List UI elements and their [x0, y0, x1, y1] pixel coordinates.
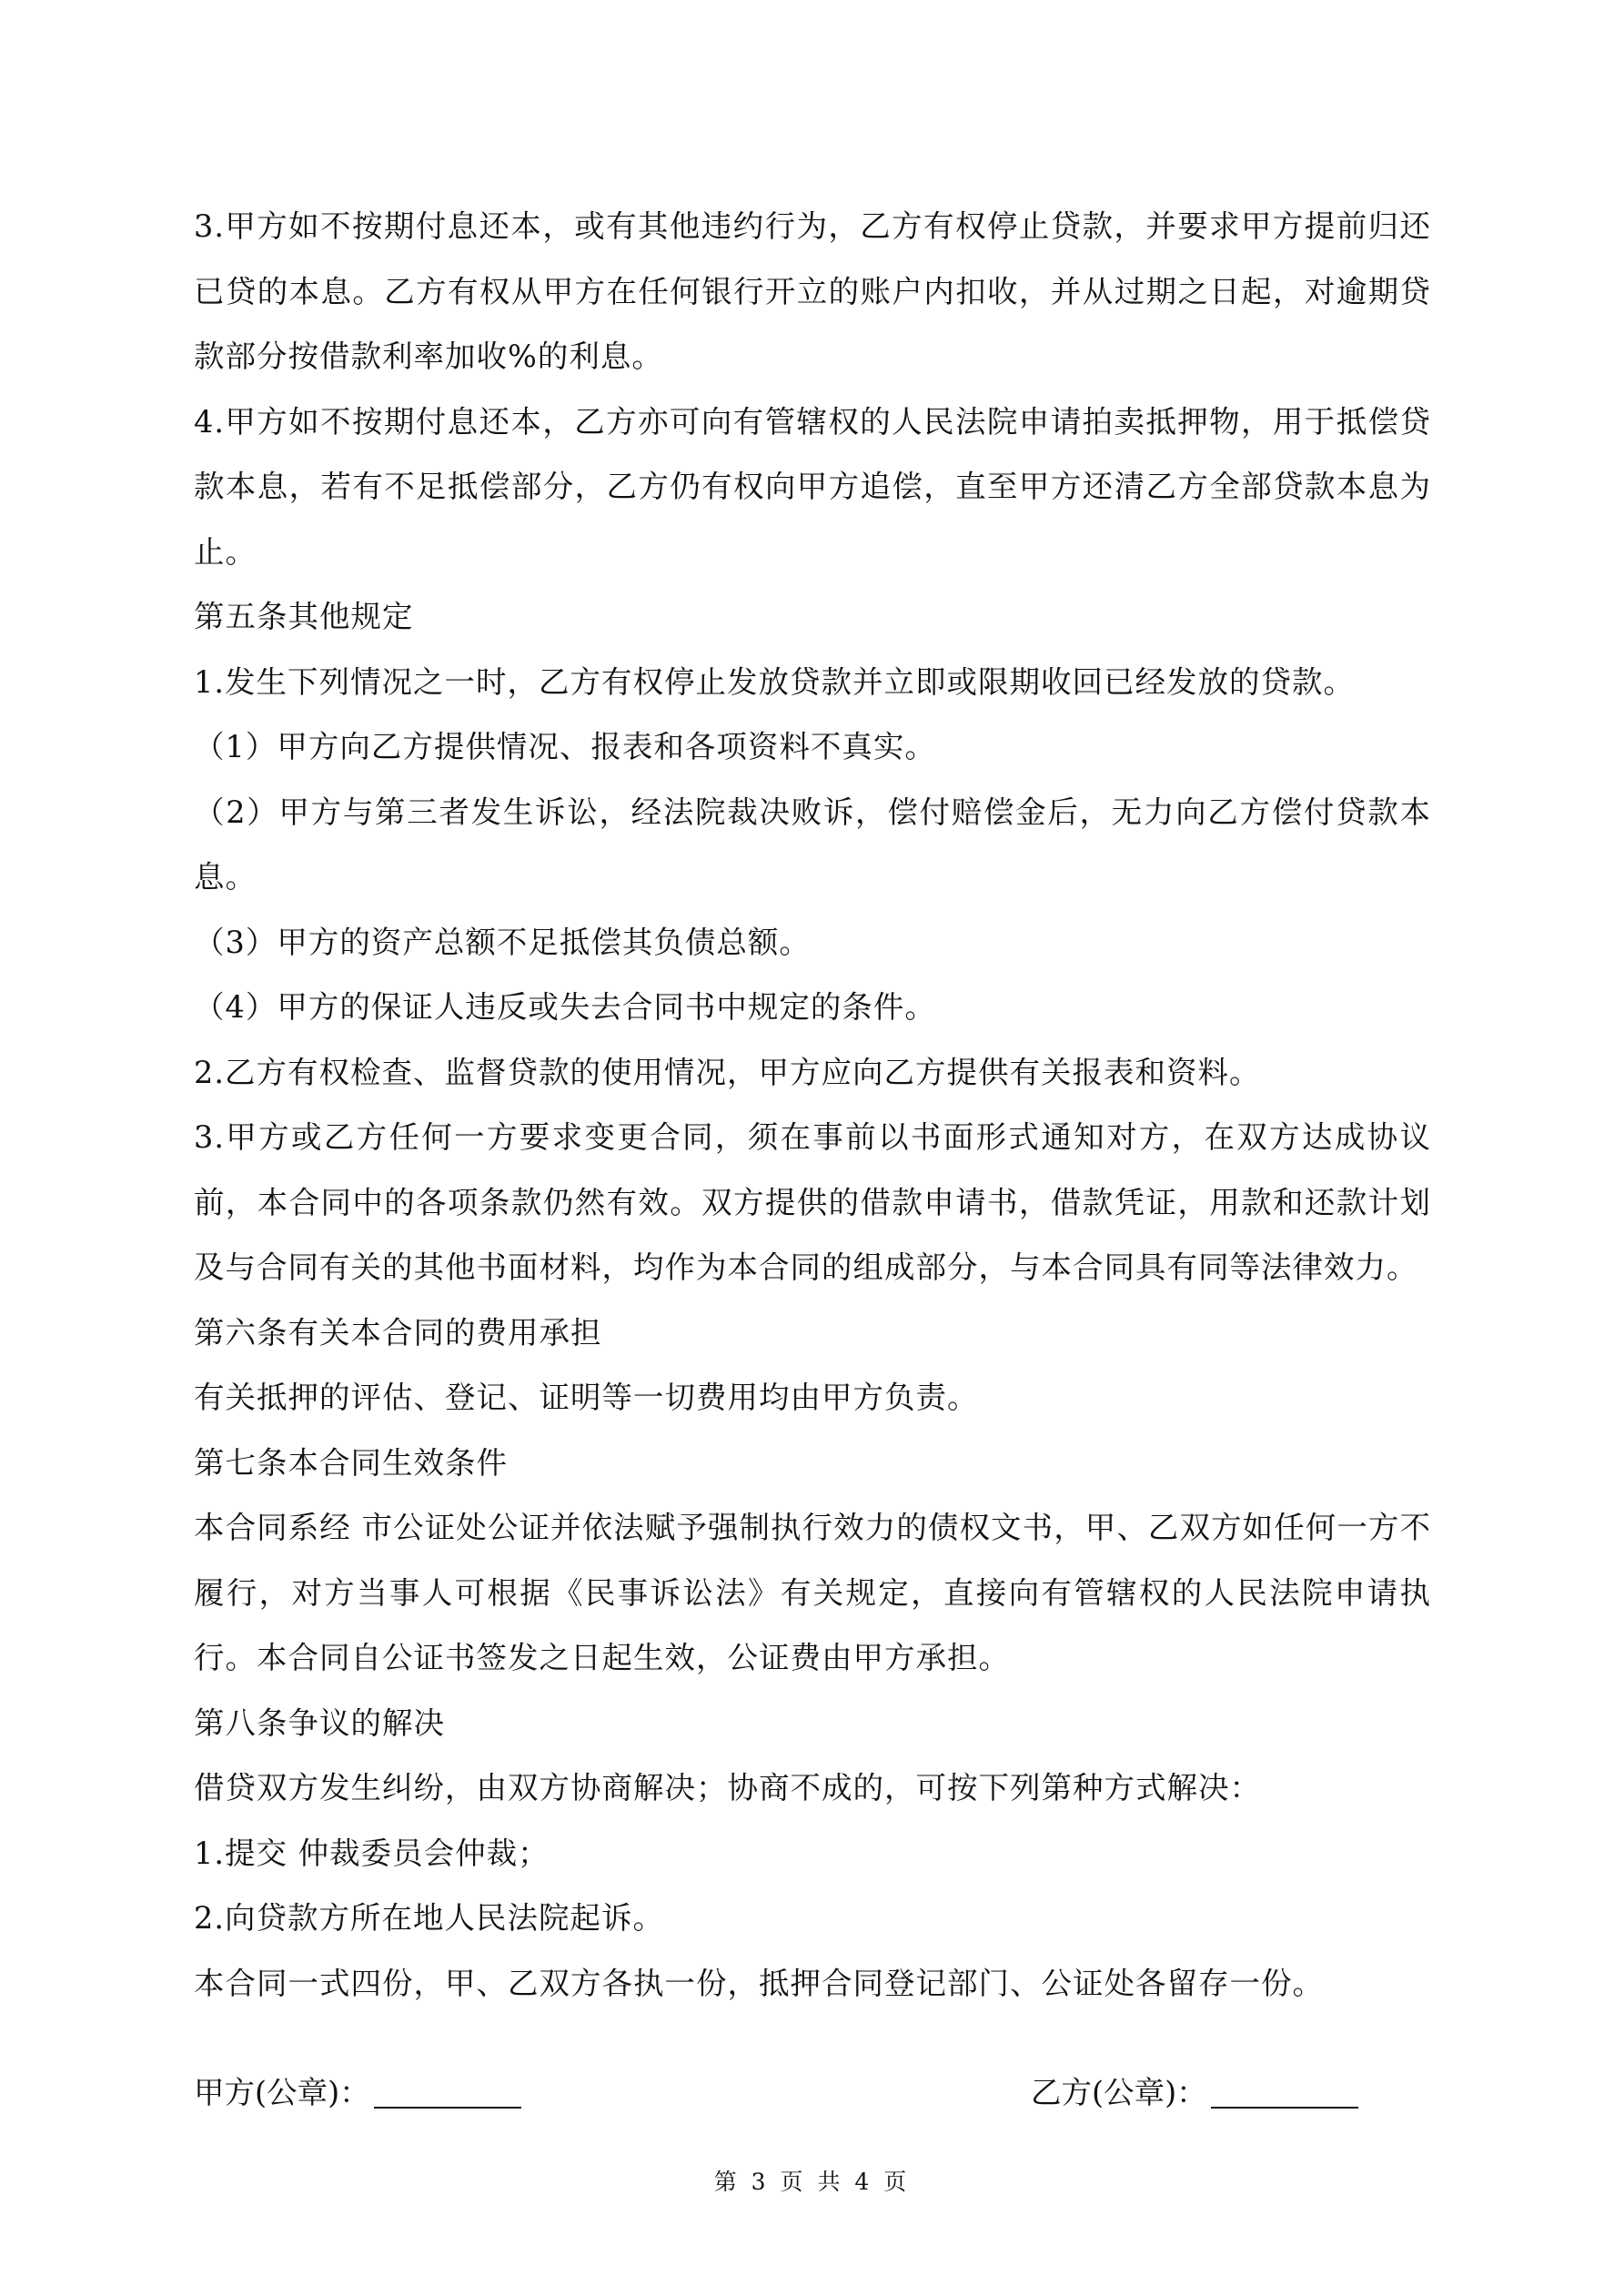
paragraph: 3.甲方如不按期付息还本，或有其他违约行为，乙方有权停止贷款，并要求甲方提前归还已贷的本息。乙方有权从甲方在任何银行开立的账户内扣收，并从过期之日起，对逾期贷款部分按借款利率加收%的利息。	[194, 208, 1431, 374]
page-number-footer: 第 3 页 共 4 页	[713, 2169, 911, 2195]
paragraph: 有关抵押的评估、登记、证明等一切费用均由甲方负责。	[194, 1380, 979, 1415]
party-a-signature	[194, 2064, 521, 2122]
party-b-label: 乙方(公章)：	[1031, 2075, 1207, 2110]
paragraph: 3.甲方或乙方任何一方要求变更合同，须在事前以书面形式通知对方，在双方达成协议前，本合同中的各项条款仍然有效。双方提供的借款申请书，借款凭证，用款和还款计划及与合同有关的其他书面材料，均作为本合同的组成部分，与本合同具有同等法律效力。	[194, 1119, 1431, 1285]
contract-body	[194, 194, 1431, 2016]
paragraph: 本合同系经 市公证处公证并依法赋予强制执行效力的债权文书，甲、乙双方如任何一方不履行，对方当事人可根据《民事诉讼法》有关规定，直接向有管辖权的人民法院申请执行。本合同自公证书签发之日起生效，公证费由甲方承担。	[194, 1510, 1431, 1675]
paragraph: 4.甲方如不按期付息还本，乙方亦可向有管辖权的人民法院申请拍卖抵押物，用于抵偿贷款本息，若有不足抵偿部分，乙方仍有权向甲方追偿，直至甲方还清乙方全部贷款本息为止。	[194, 403, 1431, 570]
section-heading: 第六条有关本合同的费用承担	[194, 1314, 602, 1350]
section-heading: 第八条争议的解决	[194, 1704, 445, 1741]
list-item: 1.提交 仲裁委员会仲裁；	[194, 1835, 550, 1871]
party-b-signature	[1031, 2064, 1358, 2122]
section-heading: 第五条其他规定	[194, 599, 414, 634]
list-item: 2.向贷款方所在地人民法院起诉。	[194, 1900, 664, 1936]
party-a-label: 甲方(公章)：	[194, 2075, 370, 2110]
paragraph: 1.发生下列情况之一时，乙方有权停止发放贷款并立即或限期收回已经发放的贷款。	[194, 663, 1355, 700]
party-b-signature-line	[1211, 2070, 1358, 2109]
list-item: （1）甲方向乙方提供情况、报表和各项资料不真实。	[194, 729, 936, 764]
section-heading: 第七条本合同生效条件	[194, 1444, 508, 1481]
list-item: （2）甲方与第三者发生诉讼，经法院裁决败诉，偿付赔偿金后，无力向乙方偿付贷款本息。	[194, 794, 1431, 895]
list-item: （3）甲方的资产总额不足抵偿其负债总额。	[194, 924, 811, 960]
paragraph: 2.乙方有权检查、监督贷款的使用情况，甲方应向乙方提供有关报表和资料。	[194, 1054, 1261, 1090]
list-item: （4）甲方的保证人违反或失去合同书中规定的条件。	[194, 989, 936, 1025]
paragraph: 本合同一式四份，甲、乙双方各执一份，抵押合同登记部门、公证处各留存一份。	[194, 1965, 1324, 2001]
signature-row	[194, 2064, 1431, 2122]
paragraph: 借贷双方发生纠纷，由双方协商解决；协商不成的，可按下列第种方式解决：	[194, 1770, 1261, 1805]
party-a-signature-line	[374, 2070, 521, 2109]
